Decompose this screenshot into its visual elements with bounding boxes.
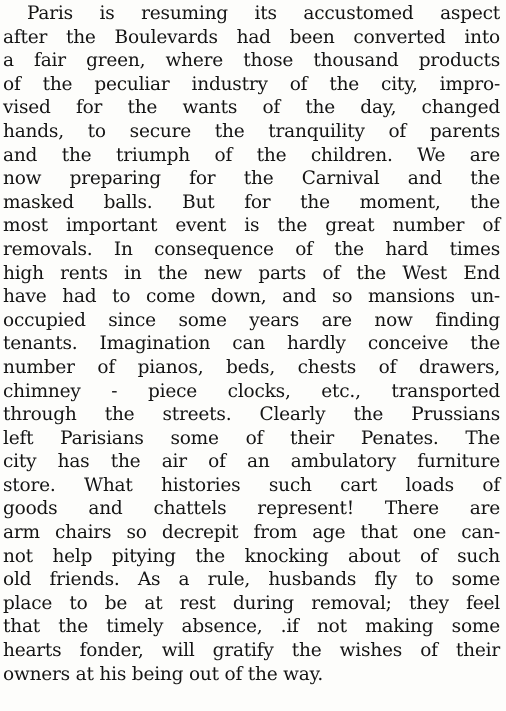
- article-line-14: occupied since some years are now finding: [3, 309, 500, 331]
- article-line-28: hearts fonder, will gratify the wishes of their: [3, 640, 500, 662]
- article-line-21: store. What histories such cart loads of: [3, 474, 500, 496]
- article-line-6: hands, to secure the tranquility of parents: [3, 120, 500, 142]
- article-line-20: city has the air of an ambulatory furniture: [3, 451, 500, 473]
- article-line-7: and the triumph of the children. We are: [3, 144, 500, 166]
- article-line-24: not help pitying the knocking about of such: [3, 545, 500, 567]
- article-line-9: masked balls. But for the moment, the: [3, 191, 500, 213]
- article-line-13: have had to come down, and so mansions un-: [3, 286, 500, 308]
- article-line-27: that the timely absence, .if not making some: [3, 616, 500, 638]
- article-line-22: goods and chattels represent! There are: [3, 498, 500, 520]
- article-line-17: chimney - piece clocks, etc., transported: [3, 380, 500, 402]
- article-line-23: arm chairs so decrepit from age that one can-: [3, 522, 500, 544]
- article-line-12: high rents in the new parts of the West End: [3, 262, 500, 284]
- article-line-2: after the Boulevards had been converted into: [3, 26, 500, 48]
- article-line-10: most important event is the great number of: [3, 215, 500, 237]
- article-line-18: through the streets. Clearly the Prussians: [3, 404, 500, 426]
- article-line-26: place to be at rest during removal; they feel: [3, 592, 500, 614]
- article-line-1: Paris is resuming its accustomed aspect: [27, 3, 500, 24]
- article-line-3: a fair green, where those thousand products: [3, 50, 500, 72]
- article-line-8: now preparing for the Carnival and the: [3, 168, 500, 190]
- article-line-11: removals. In consequence of the hard times: [3, 238, 500, 260]
- article-line-15: tenants. Imagination can hardly conceive the: [3, 333, 500, 355]
- article-line-19: left Parisians some of their Penates. The: [3, 427, 500, 449]
- article-line-5: vised for the wants of the day, changed: [3, 97, 500, 119]
- article-line-29: owners at his being out of the way.: [3, 663, 324, 685]
- article-line-25: old friends. As a rule, husbands fly to some: [3, 569, 500, 591]
- article-line-4: of the peculiar industry of the city, impro-: [3, 73, 500, 95]
- article-line-16: number of pianos, beds, chests of drawers,: [3, 356, 500, 378]
